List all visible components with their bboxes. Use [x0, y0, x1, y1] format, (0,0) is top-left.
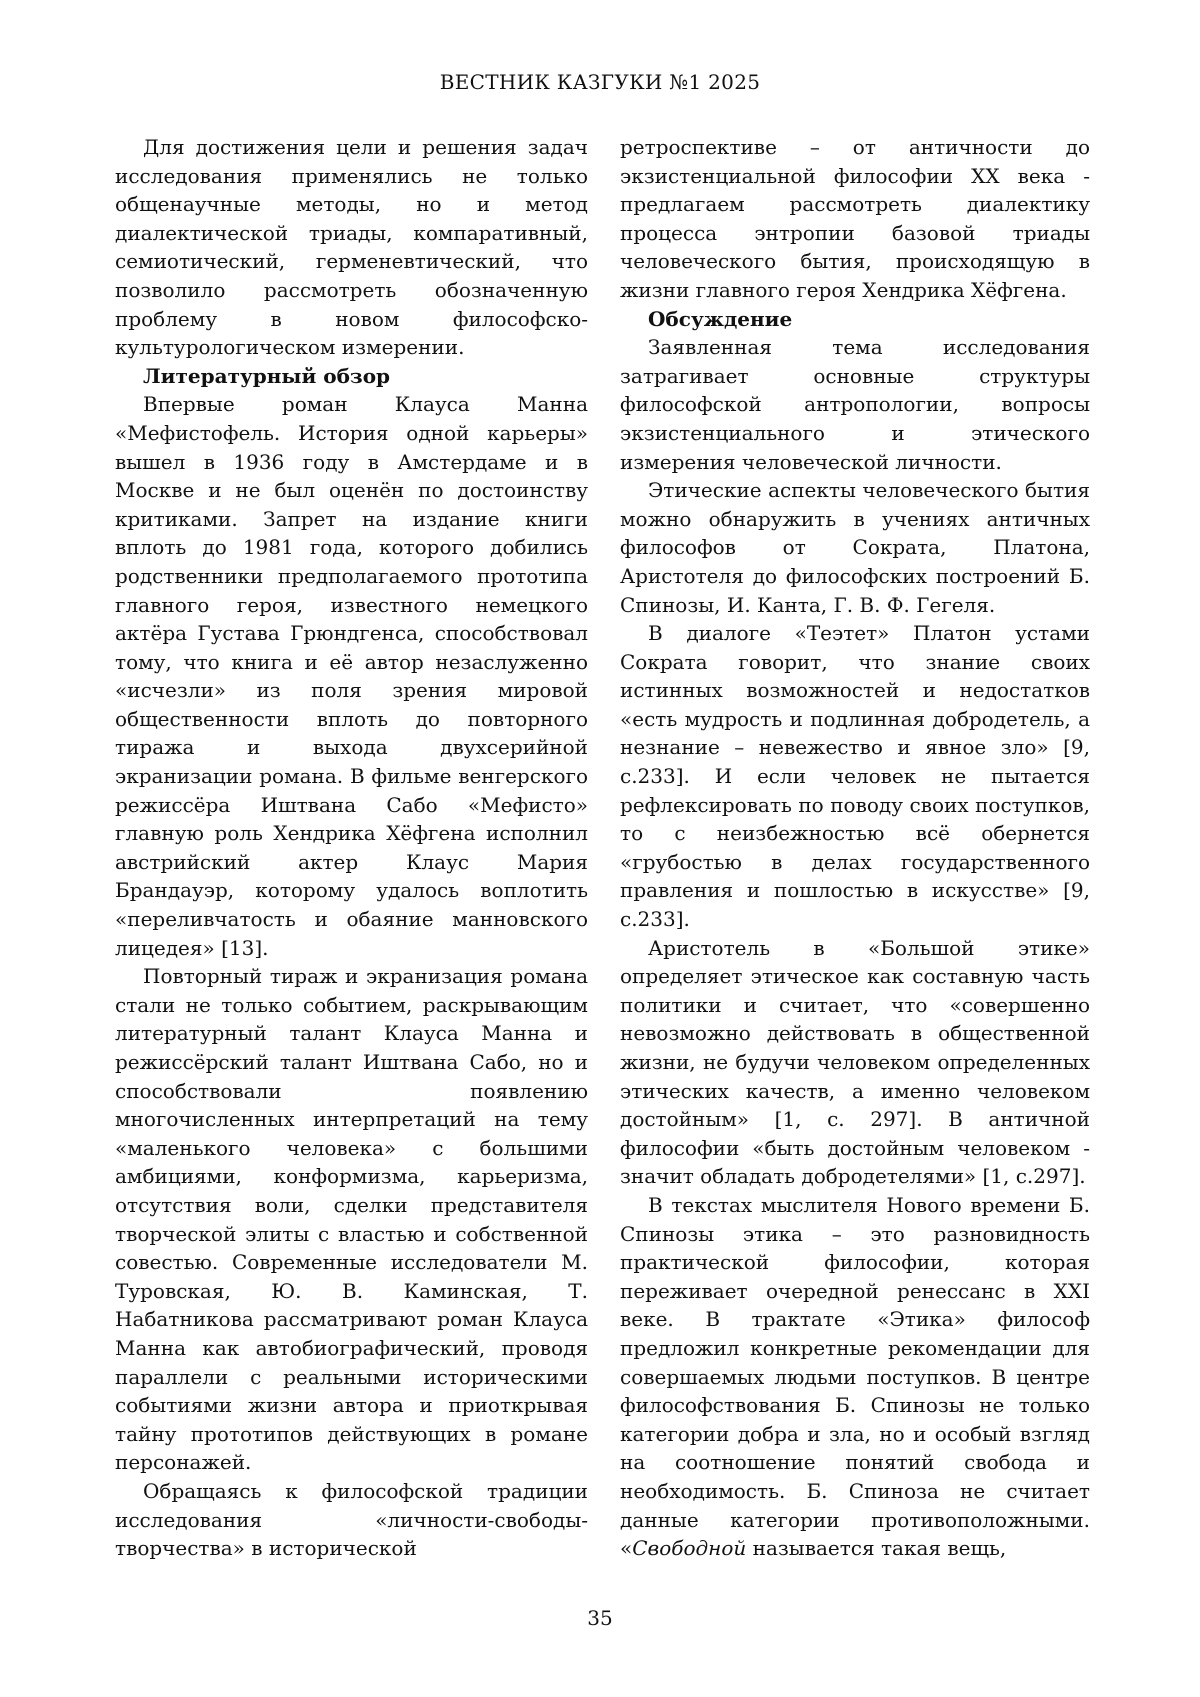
right-column — [620, 133, 1090, 1563]
spinoza-italic-term: Свободной — [632, 1536, 747, 1561]
paragraph-first-publication: Впервые роман Клауса Манна «Мефистофель. История одной карьеры» вышел в 1936 году в Амстердаме и в Москве и не был оценён по достоинству критиками. Запрет на издание книги вплоть до 1981 года, которого добились родственники предполагаемого прототипа главного героя, известного немецкого актёра Густава Грюндгенса, способствовал тому, что книга и её автор незаслуженно «исчезли» из поля зрения мировой общественности вплоть до повторного тиража и выхода двухсерийной экранизации романа. В фильме венгерского режиссёра Иштвана Сабо «Мефисто» главную роль Хендрика Хёфгена исполнил австрийский актер Клаус Мария Брандауэр, которому удалось воплотить «переливчатость и обаяние манновского лицедея» [13]. — [115, 392, 588, 960]
paragraph-aristotle: Аристотель в «Большой этике» определяет этическое как составную часть политики и считает, что «совершенно невозможно действовать в общественной жизни, не будучи человеком определенных этических качеств, а именно человеком достойным» [1, с. 297]. В античной философии «быть достойным человеком - значит обладать добродетелями» [1, с.297]. — [620, 935, 1090, 1189]
left-column — [115, 133, 588, 1563]
spinoza-text: В текстах мыслителя Нового времени Б. Спинозы этика – это разновидность практической философии, которая переживает очередной ренессанс в XXI веке. В трактате «Этика» философ предложил конкретные рекомендации для совершаемых людьми поступков. В центре философствования Б. Спинозы не только категории добра и зла, но и особый взгляд на соотношение понятий свобода и необходимость. Б. Спиноза не считает данные категории противоположными. « — [620, 1192, 1090, 1561]
page-number: 35 — [587, 1606, 613, 1630]
journal-header: ВЕСТНИК КАЗГУКИ №1 2025 — [439, 70, 761, 94]
spinoza-text-tail: называется такая вещь, — [746, 1536, 1007, 1561]
paragraph-reprint: Повторный тираж и экранизация романа стали не только событием, раскрывающим литературный талант Клауса Манна и режиссёрский талант Иштвана Сабо, но и способствовали появлению многочисленных интерпретаций на тему «маленького человека» с большими амбициями, конформизма, карьеризма, отсутствия воли, сделки представителя творческой элиты с властью и собственной совестью. Современные исследователи М. Туровская, Ю. В. Каминская, Т. Набатникова рассматривают роман Клауса Манна как автобиографический, проводя параллели с реальными историческими событиями жизни автора и приоткрывая тайну прототипов действующих в романе персонажей. — [115, 964, 588, 1475]
heading-literature-review: Литературный обзор — [143, 363, 391, 388]
paragraph-ethical-aspects: Этические аспекты человеческого бытия можно обнаружить в учениях античных философов от Сократа, Платона, Аристотеля до философских построений Б. Спинозы, И. Канта, Г. В. Ф. Гегеля. — [620, 478, 1090, 617]
paragraph-methods: Для достижения цели и решения задач исследования применялись не только общенаучные методы, но и метод диалектической триады, компаративный, семиотический, герменевтический, что позволило рассмотреть обозначенную проблему в новом философско-культурологическом измерении. — [115, 135, 588, 360]
heading-discussion: Обсуждение — [648, 306, 793, 331]
paragraph-retrospective: ретроспективе – от античности до экзистенциальной философии XX века - предлагаем рассмотреть диалектику процесса энтропии базовой триады человеческого бытия, происходящую в жизни главного героя Хендрика Хёфгена. — [620, 135, 1090, 302]
paragraph-theaetetus: В диалоге «Теэтет» Платон устами Сократа говорит, что знание своих истинных возможностей и недостатков «есть мудрость и подлинная добродетель, а незнание – невежество и явное зло» [9, с.233]. И если человек не пытается рефлексировать по поводу своих поступков, то с неизбежностью всё обернется «грубостью в делах государственного правления и пошлостью в искусстве» [9, с.233]. — [620, 621, 1090, 932]
paragraph-philosophical-tradition: Обращаясь к философской традиции исследования «личности-свободы-творчества» в исторической — [115, 1478, 588, 1561]
paragraph-declared-theme: Заявленная тема исследования затрагивает основные структуры философской антропологии, вопросы экзистенциального и этического измерения человеческой личности. — [620, 335, 1090, 474]
paragraph-spinoza — [620, 1191, 1090, 1563]
